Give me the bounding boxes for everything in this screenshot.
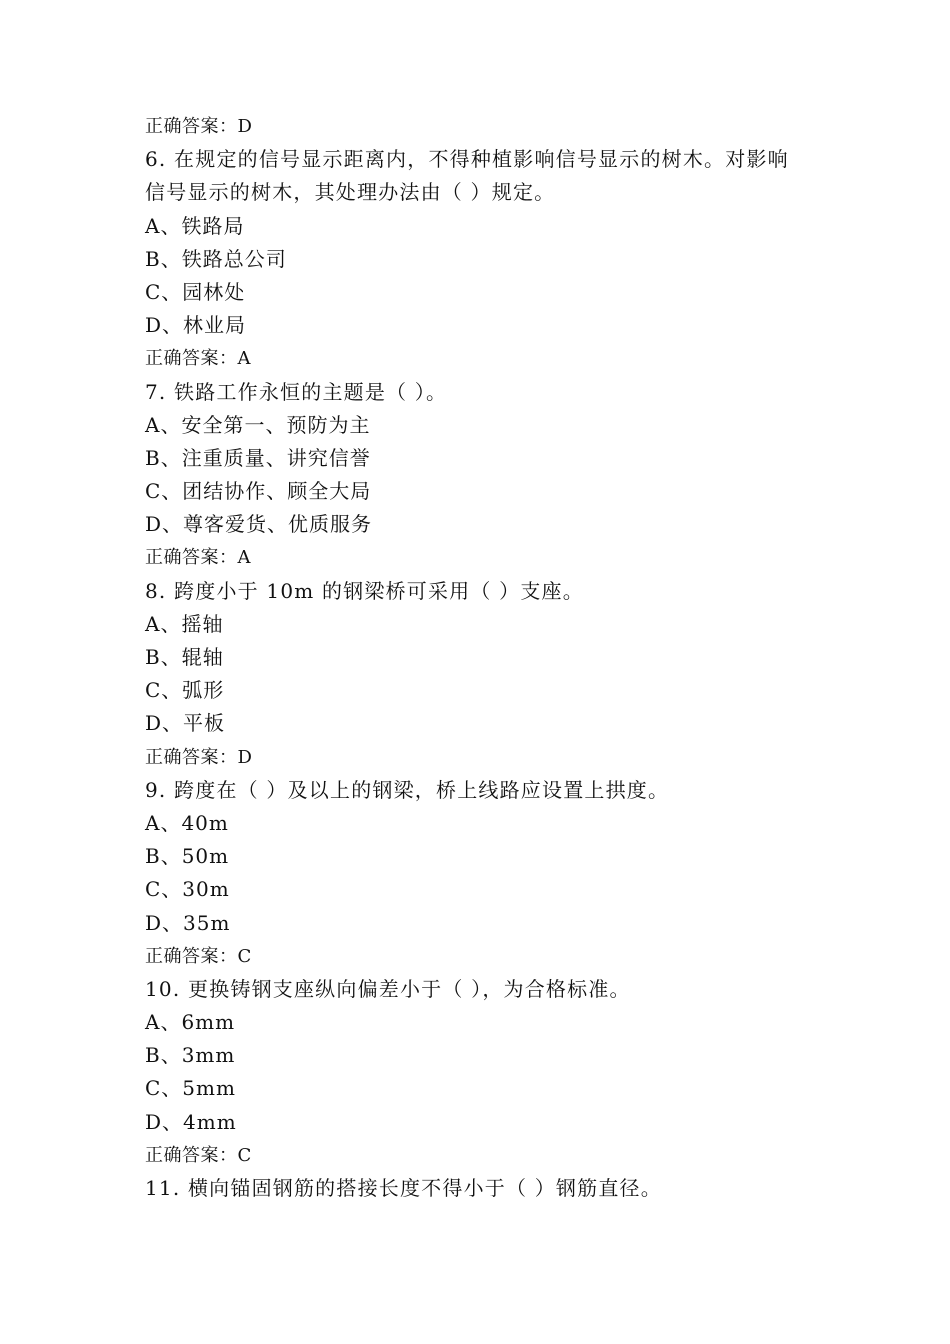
option-line: C、30m bbox=[145, 877, 230, 902]
option-line: D、林业局 bbox=[145, 313, 247, 338]
option-line: B、辊轴 bbox=[145, 645, 224, 669]
answer-line: 正确答案：D bbox=[145, 746, 253, 768]
question-text: 信号显示的树木，其处理办法由（ ）规定。 bbox=[145, 180, 556, 205]
option-line: B、注重质量、讲究信誉 bbox=[145, 445, 371, 470]
option-line: A、摇轴 bbox=[145, 611, 224, 636]
question-text: 7. 铁路工作永恒的主题是（ ）。 bbox=[145, 379, 448, 404]
question-text: 11. 横向锚固钢筋的搭接长度不得小于（ ）钢筋直径。 bbox=[145, 1176, 662, 1200]
option-line: C、5mm bbox=[145, 1076, 236, 1101]
answer-line: 正确答案：A bbox=[145, 547, 251, 569]
option-line: B、铁路总公司 bbox=[145, 246, 287, 271]
question-text: 6. 在规定的信号显示距离内，不得种植影响信号显示的树木。对影响 bbox=[145, 147, 789, 172]
option-line: D、35m bbox=[145, 910, 231, 935]
option-line: B、3mm bbox=[145, 1043, 236, 1068]
option-line: D、4mm bbox=[145, 1109, 237, 1134]
option-line: C、园林处 bbox=[145, 279, 246, 304]
option-line: D、尊客爱货、优质服务 bbox=[145, 512, 373, 537]
answer-line: 正确答案：C bbox=[145, 1144, 252, 1166]
option-line: A、6mm bbox=[145, 1010, 236, 1035]
option-line: C、弧形 bbox=[145, 678, 225, 703]
option-line: A、40m bbox=[145, 810, 229, 835]
option-line: A、安全第一、预防为主 bbox=[145, 412, 371, 437]
option-line: C、团结协作、顾全大局 bbox=[145, 479, 372, 504]
question-list bbox=[145, 110, 825, 1205]
option-line: B、50m bbox=[145, 844, 230, 869]
option-line: D、平板 bbox=[145, 711, 226, 736]
answer-line: 正确答案：C bbox=[145, 945, 252, 967]
question-text: 9. 跨度在（ ）及以上的钢梁，桥上线路应设置上拱度。 bbox=[145, 777, 670, 802]
answer-line: 正确答案：D bbox=[145, 116, 253, 137]
option-line: A、铁路局 bbox=[145, 213, 245, 238]
answer-line: 正确答案：A bbox=[145, 348, 251, 370]
question-text: 8. 跨度小于 10m 的钢梁桥可采用（ ）支座。 bbox=[145, 578, 584, 603]
question-text: 10. 更换铸钢支座纵向偏差小于（ ），为合格标准。 bbox=[145, 976, 631, 1001]
